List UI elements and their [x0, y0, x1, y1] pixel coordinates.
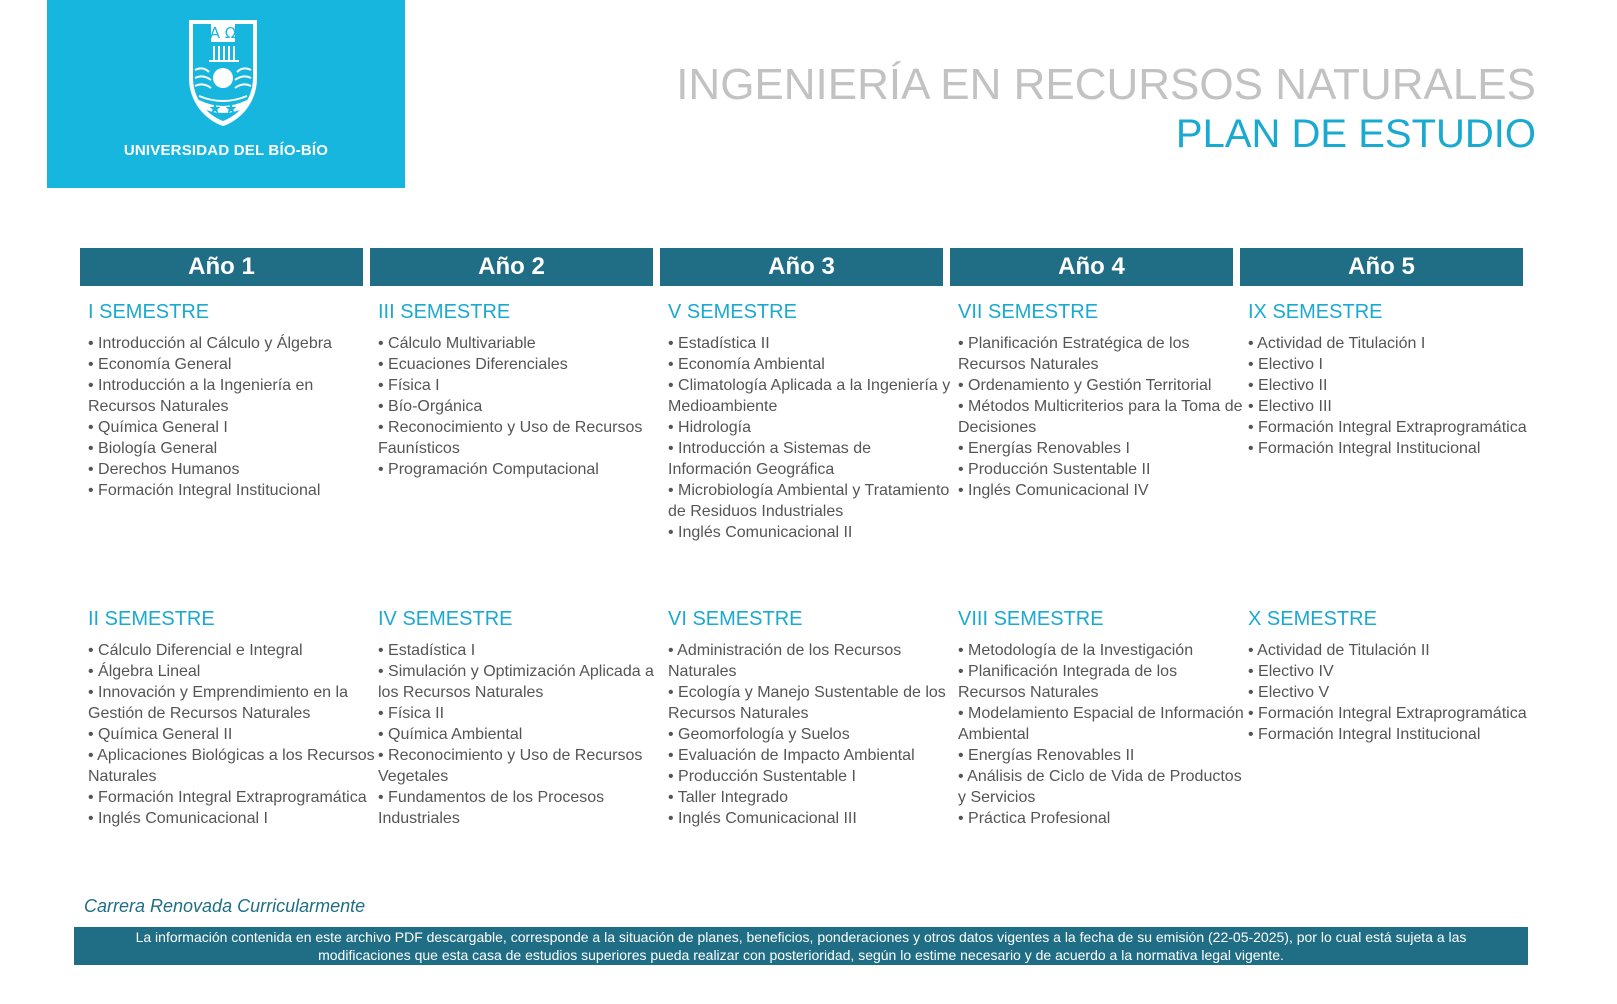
course-item: • Formación Integral Extraprogramática [88, 789, 367, 806]
course-list [378, 333, 668, 480]
course-item: • Introducción a la Ingeniería en Recursos Naturales [88, 377, 314, 415]
course-item: • Electivo IV [1248, 663, 1334, 680]
course-item: • Estadística II [668, 335, 770, 352]
course-item: • Geomorfología y Suelos [668, 726, 850, 743]
semester-3 [378, 301, 668, 480]
course-item: • Física II [378, 705, 445, 722]
year-header-5: Año 5 [1240, 248, 1523, 286]
semester-title: VIII SEMESTRE [958, 608, 1104, 630]
course-item: • Taller Integrado [668, 789, 789, 806]
course-list [958, 333, 1248, 501]
course-list [1248, 640, 1538, 745]
disclaimer-line-2: modificaciones que esta casa de estudios superiores pueda realizar con posterioridad, según lo estime necesario y de acuerdo a la normativa legal vigente. [318, 947, 1284, 963]
year-header-2: Año 2 [370, 248, 653, 286]
course-item: • Análisis de Ciclo de Vida de Productos y Servicios [958, 768, 1242, 806]
course-list [1248, 333, 1538, 459]
course-item: • Microbiología Ambiental y Tratamiento de Residuos Industriales [668, 482, 950, 520]
course-item: • Métodos Multicriterios para la Toma de Decisiones [958, 398, 1243, 436]
course-item: • Formación Integral Institucional [1248, 726, 1481, 743]
course-item: • Electivo III [1248, 398, 1332, 415]
disclaimer-bar [74, 927, 1528, 965]
year-header-1: Año 1 [80, 248, 363, 286]
course-item: • Electivo I [1248, 356, 1323, 373]
course-item: • Innovación y Emprendimiento en la Gestión de Recursos Naturales [88, 684, 348, 722]
course-list [88, 640, 378, 829]
semester-title: VII SEMESTRE [958, 301, 1099, 323]
course-item: • Introducción a Sistemas de Información Geográfica [668, 440, 872, 478]
course-item: • Cálculo Diferencial e Integral [88, 642, 303, 659]
course-item: • Modelamiento Espacial de Información Ambiental [958, 705, 1244, 743]
course-item: • Inglés Comunicacional I [88, 810, 268, 827]
course-item: • Producción Sustentable I [668, 768, 856, 785]
course-item: • Aplicaciones Biológicas a los Recursos Naturales [88, 747, 375, 785]
course-item: • Ecología y Manejo Sustentable de los Recursos Naturales [668, 684, 946, 722]
year-header-3: Año 3 [660, 248, 943, 286]
semester-title: VI SEMESTRE [668, 608, 803, 630]
course-item: • Derechos Humanos [88, 461, 240, 478]
semester-4 [378, 608, 668, 829]
course-item: • Fundamentos de los Procesos Industriales [378, 789, 605, 827]
course-list [958, 640, 1248, 829]
course-item: • Física I [378, 377, 440, 394]
disclaimer-line-1: La información contenida en este archivo PDF descargable, corresponde a la situación de planes, beneficios, ponderaciones y otros datos vigentes a la fecha de su emisión (22-05-2025), por lo cual está sujeta a las [135, 929, 1467, 945]
course-item: • Producción Sustentable II [958, 461, 1151, 478]
course-list [378, 640, 668, 829]
course-item: • Bío-Orgánica [378, 398, 483, 415]
course-item: • Planificación Estratégica de los Recursos Naturales [958, 335, 1190, 373]
course-list [668, 333, 958, 543]
course-item: • Formación Integral Extraprogramática [1248, 705, 1527, 722]
course-item: • Inglés Comunicacional III [668, 810, 857, 827]
course-item: • Formación Integral Institucional [1248, 440, 1481, 457]
course-item: • Álgebra Lineal [88, 663, 201, 680]
course-item: • Ecuaciones Diferenciales [378, 356, 568, 373]
university-logo-panel [47, 0, 405, 188]
course-item: • Climatología Aplicada a la Ingeniería y Medioambiente [668, 377, 951, 415]
course-item: • Hidrología [668, 419, 751, 436]
course-item: • Administración de los Recursos Naturales [668, 642, 902, 680]
svg-text:A Ω: A Ω [209, 24, 237, 42]
course-item: • Metodología de la Investigación [958, 642, 1194, 659]
semester-title: V SEMESTRE [668, 301, 797, 323]
course-item: • Cálculo Multivariable [378, 335, 536, 352]
semester-8 [958, 608, 1248, 829]
course-item: • Práctica Profesional [958, 810, 1111, 827]
semester-1 [88, 301, 378, 501]
course-item: • Electivo V [1248, 684, 1330, 701]
year-header-4: Año 4 [950, 248, 1233, 286]
semester-title: X SEMESTRE [1248, 608, 1377, 630]
course-item: • Planificación Integrada de los Recursos Naturales [958, 663, 1178, 701]
course-item: • Actividad de Titulación I [1248, 335, 1426, 352]
course-item: • Programación Computacional [378, 461, 599, 478]
course-item: • Inglés Comunicacional II [668, 524, 853, 541]
semester-title: IV SEMESTRE [378, 608, 513, 630]
course-item: • Química General I [88, 419, 228, 436]
career-title: INGENIERÍA EN RECURSOS NATURALES [676, 60, 1536, 109]
course-item: • Formación Integral Extraprogramática [1248, 419, 1527, 436]
course-item: • Actividad de Titulación II [1248, 642, 1430, 659]
semester-title: II SEMESTRE [88, 608, 215, 630]
course-item: • Economía General [88, 356, 232, 373]
semester-title: I SEMESTRE [88, 301, 210, 323]
curricular-renewal-label: Carrera Renovada Curricularmente [84, 896, 366, 916]
course-item: • Química General II [88, 726, 233, 743]
course-item: • Electivo II [1248, 377, 1328, 394]
semester-6 [668, 608, 958, 829]
course-item: • Economía Ambiental [668, 356, 825, 373]
course-item: • Simulación y Optimización Aplicada a los Recursos Naturales [378, 663, 654, 701]
semester-5 [668, 301, 958, 543]
course-item: • Biología General [88, 440, 218, 457]
semester-title: IX SEMESTRE [1248, 301, 1383, 323]
course-item: • Química Ambiental [378, 726, 523, 743]
plan-title: PLAN DE ESTUDIO [1175, 112, 1536, 156]
course-item: • Evaluación de Impacto Ambiental [668, 747, 915, 764]
semester-10 [1248, 608, 1538, 745]
university-shield-icon [185, 16, 261, 130]
course-item: • Energías Renovables I [958, 440, 1130, 457]
course-item: • Inglés Comunicacional IV [958, 482, 1149, 499]
course-list [668, 640, 958, 829]
course-list [88, 333, 378, 501]
course-item: • Reconocimiento y Uso de Recursos Faunísticos [378, 419, 643, 457]
semester-9 [1248, 301, 1538, 459]
course-item: • Reconocimiento y Uso de Recursos Vegetales [378, 747, 643, 785]
semester-2 [88, 608, 378, 829]
course-item: • Introducción al Cálculo y Álgebra [88, 335, 332, 352]
course-item: • Estadística I [378, 642, 476, 659]
university-name: UNIVERSIDAD DEL BÍO-BÍO [123, 142, 329, 159]
course-item: • Formación Integral Institucional [88, 482, 321, 499]
course-item: • Energías Renovables II [958, 747, 1135, 764]
semester-title: III SEMESTRE [378, 301, 511, 323]
semester-7 [958, 301, 1248, 501]
course-item: • Ordenamiento y Gestión Territorial [958, 377, 1212, 394]
